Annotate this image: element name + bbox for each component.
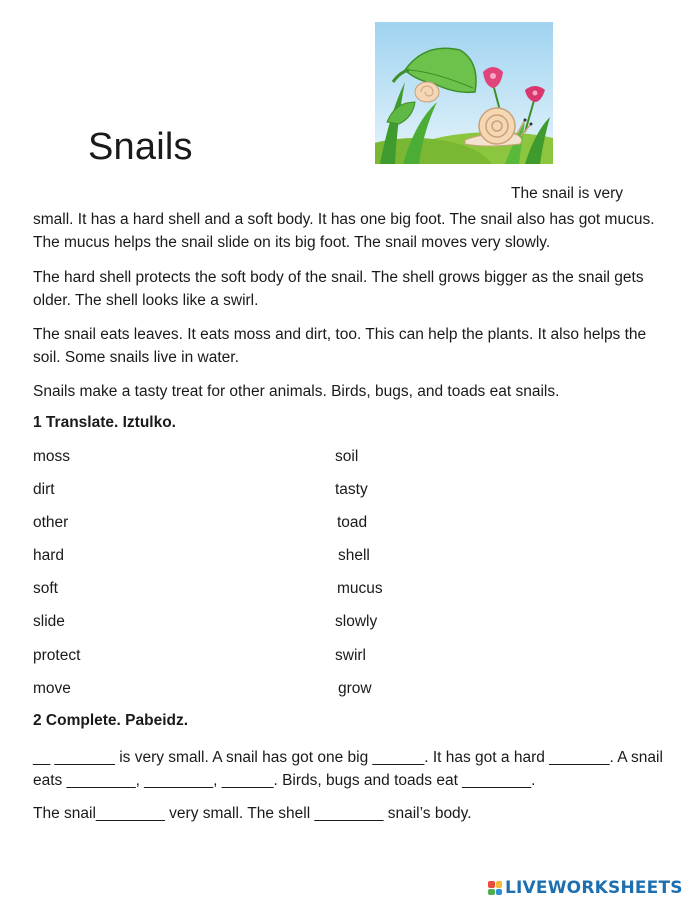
paragraph-3: The snail eats leaves. It eats moss and dirt, too. This can help the plants. It also helps the soil. Some snails live in water. xyxy=(33,326,647,366)
vocab-left-word: dirt xyxy=(33,481,55,498)
section-1-heading: 1 Translate. Iztulko. xyxy=(33,414,176,431)
vocab-right-word: tasty xyxy=(335,481,368,498)
vocab-right-word: mucus xyxy=(337,580,383,597)
vocab-left-word: protect xyxy=(33,647,81,664)
vocab-right-word: soil xyxy=(335,448,359,465)
paragraph-4: Snails make a tasty treat for other animals. Birds, bugs, and toads eat snails. xyxy=(33,383,560,400)
vocab-left-word: move xyxy=(33,680,71,697)
logo-text: LIVEWORKSHEETS xyxy=(505,878,683,898)
vocab-right-word: shell xyxy=(338,547,370,564)
paragraph-1: small. It has a hard shell and a soft body. It has one big foot. The snail also has got mucus. The mucus helps the snail slide on its big foot. The snail moves very slowly. xyxy=(33,211,655,251)
vocab-left-word: slide xyxy=(33,613,65,630)
vocab-right-word: toad xyxy=(337,514,368,531)
vocab-left-word: hard xyxy=(33,547,65,564)
liveworksheets-logo xyxy=(488,878,683,898)
snail-illustration xyxy=(375,22,553,164)
vocab-left-word: moss xyxy=(33,448,71,465)
vocab-right-word: slowly xyxy=(335,613,378,630)
vocab-right-word: grow xyxy=(338,680,372,697)
section-2-heading: 2 Complete. Pabeidz. xyxy=(33,712,189,729)
vocab-right-word: swirl xyxy=(335,647,366,664)
paragraph-1-first-line: The snail is very xyxy=(511,185,623,202)
vocab-left-word: other xyxy=(33,514,69,531)
page-title: Snails xyxy=(88,126,193,168)
complete-exercise-2: The snail________ very small. The shell ________ snail’s body. xyxy=(33,805,472,822)
vocab-left-word: soft xyxy=(33,580,58,597)
liveworksheets-logo-icon xyxy=(488,881,502,895)
complete-exercise-1: __ _______ is very small. A snail has got one big ______. It has got a hard _______. A snail eats ________, ________, ______. Birds, bugs and toads eat ________. xyxy=(33,749,663,789)
paragraph-2: The hard shell protects the soft body of the snail. The shell grows bigger as the snail gets older. The shell looks like a swirl. xyxy=(33,269,644,309)
